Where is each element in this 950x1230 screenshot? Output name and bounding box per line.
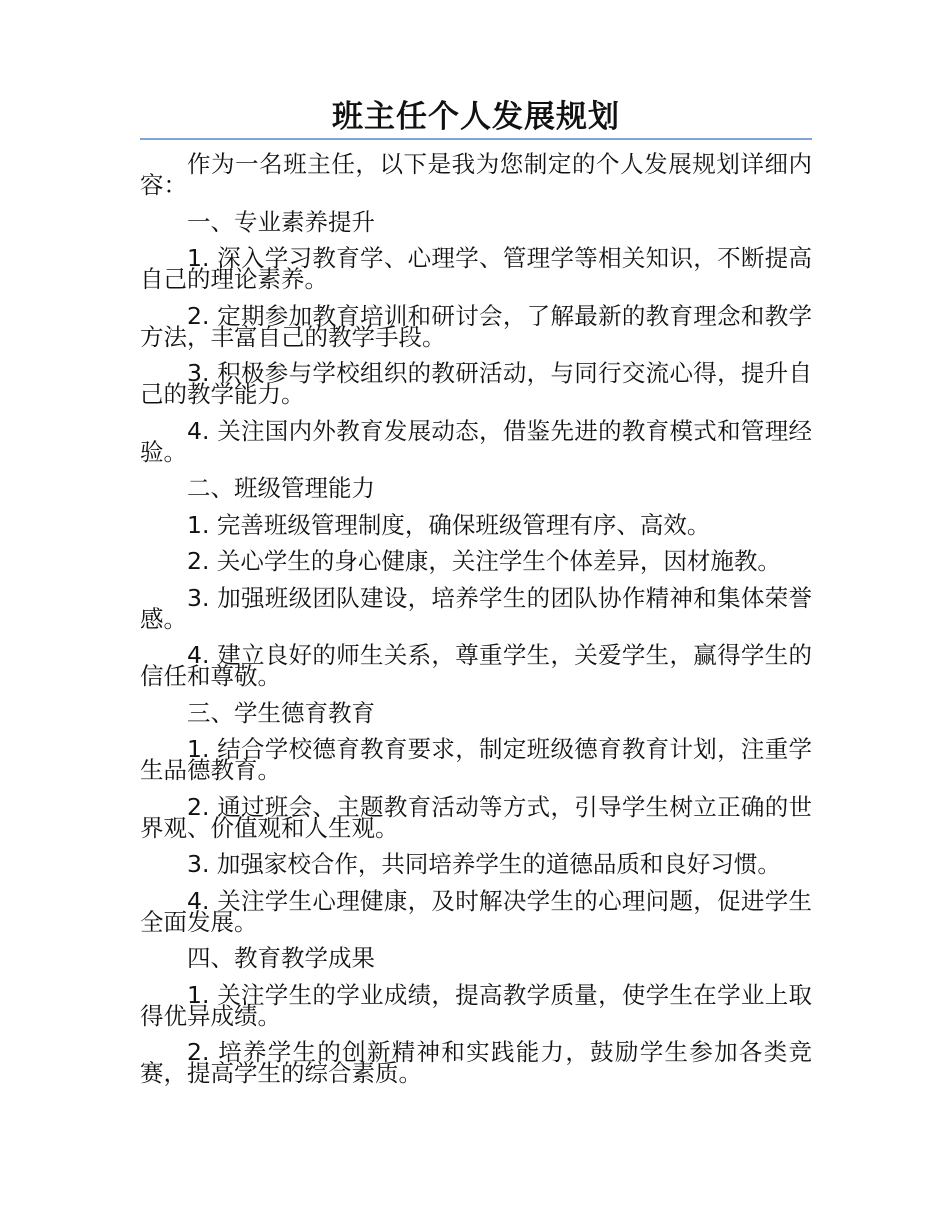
- list-item: 3. 加强班级团队建设，培养学生的团队协作精神和集体荣誉感。: [140, 583, 812, 633]
- document-body: [140, 150, 812, 1087]
- section-heading-3: 三、学生德育教育: [187, 698, 375, 727]
- section-heading-1: 一、专业素养提升: [187, 207, 375, 236]
- list-item: 4. 关注学生心理健康，及时解决学生的心理问题，促进学生全面发展。: [140, 886, 812, 936]
- document-page: [140, 98, 812, 1100]
- section-heading-4: 四、教育教学成果: [187, 944, 375, 972]
- section-heading-2: 二、班级管理能力: [187, 474, 375, 502]
- list-item: 1. 结合学校德育教育要求，制定班级德育教育计划，注重学生品德教育。: [140, 735, 812, 784]
- list-item: 2. 关心学生的身心健康，关注学生个体差异，因材施教。: [187, 547, 781, 575]
- list-item: 1. 关注学生的学业成绩，提高教学质量，使学生在学业上取得优异成绩。: [140, 980, 812, 1030]
- list-item: 3. 积极参与学校组织的教研活动，与同行交流心得，提升自己的教学能力。: [140, 359, 812, 408]
- list-item: 2. 培养学生的创新精神和实践能力，鼓励学生参加各类竞赛，提高学生的综合素质。: [140, 1038, 812, 1087]
- list-item: 2. 通过班会、主题教育活动等方式，引导学生树立正确的世界观、价值观和人生观。: [140, 792, 812, 842]
- intro-paragraph: 作为一名班主任，以下是我为您制定的个人发展规划详细内容：: [140, 150, 812, 199]
- list-item: 2. 定期参加教育培训和研讨会，了解最新的教育理念和教学方法，丰富自己的教学手段。: [140, 301, 812, 351]
- title-underline: [140, 138, 812, 140]
- list-item: 3. 加强家校合作，共同培养学生的道德品质和良好习惯。: [187, 850, 781, 878]
- list-item: 4. 建立良好的师生关系，尊重学生，关爱学生，赢得学生的信任和尊敬。: [140, 641, 812, 690]
- list-item: 4. 关注国内外教育发展动态，借鉴先进的教育模式和管理经验。: [140, 416, 812, 466]
- list-item: 1. 完善班级管理制度，确保班级管理有序、高效。: [187, 510, 711, 539]
- page-title: 班主任个人发展规划: [332, 99, 620, 135]
- list-item: 1. 深入学习教育学、心理学、管理学等相关知识，不断提高自己的理论素养。: [140, 244, 812, 293]
